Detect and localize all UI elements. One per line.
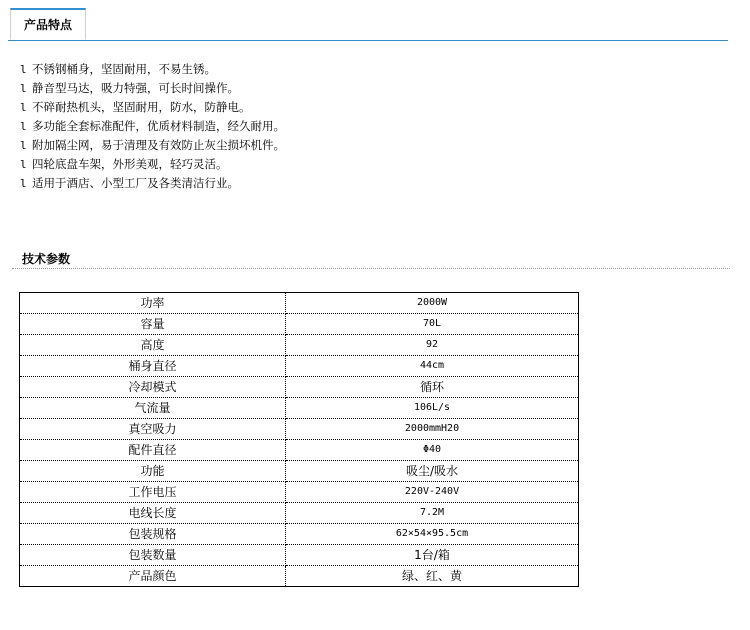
bullet-marker: l xyxy=(20,158,27,171)
table-row xyxy=(20,356,579,377)
spec-label: 气流量 xyxy=(20,398,286,419)
bullet-marker: l xyxy=(20,139,27,152)
spec-label: 功能 xyxy=(20,461,286,482)
specs-table xyxy=(19,292,579,587)
section-divider xyxy=(12,268,730,269)
feature-text: 附加隔尘网，易于清理及有效防止灰尘损坏机件。 xyxy=(32,138,285,152)
table-row xyxy=(20,419,579,440)
list-item xyxy=(20,174,285,193)
spec-value: 44cm xyxy=(286,356,579,377)
spec-label: 包装数量 xyxy=(20,545,286,566)
table-row xyxy=(20,398,579,419)
spec-label: 桶身直径 xyxy=(20,356,286,377)
table-row xyxy=(20,314,579,335)
spec-value: 70L xyxy=(286,314,579,335)
feature-text: 不锈钢桶身，坚固耐用，不易生锈。 xyxy=(32,62,216,76)
spec-value: 吸尘/吸水 xyxy=(286,461,579,482)
spec-value: 220V-240V xyxy=(286,482,579,503)
spec-label: 容量 xyxy=(20,314,286,335)
spec-label: 配件直径 xyxy=(20,440,286,461)
bullet-marker: l xyxy=(20,177,27,190)
feature-text: 四轮底盘车架，外形美观，轻巧灵活。 xyxy=(32,157,228,171)
spec-value: 2000W xyxy=(286,293,579,314)
spec-label: 产品颜色 xyxy=(20,566,286,587)
table-row xyxy=(20,566,579,587)
spec-label: 冷却模式 xyxy=(20,377,286,398)
feature-text: 静音型马达，吸力特强，可长时间操作。 xyxy=(32,81,239,95)
list-item xyxy=(20,136,285,155)
feature-text: 适用于酒店、小型工厂及各类清洁行业。 xyxy=(32,176,239,190)
table-row xyxy=(20,545,579,566)
spec-label: 包装规格 xyxy=(20,524,286,545)
list-item xyxy=(20,117,285,136)
bullet-marker: l xyxy=(20,82,27,95)
table-row xyxy=(20,293,579,314)
spec-value: 106L/s xyxy=(286,398,579,419)
spec-value: 62×54×95.5cm xyxy=(286,524,579,545)
bullet-marker: l xyxy=(20,63,27,76)
spec-value: 循环 xyxy=(286,377,579,398)
table-row xyxy=(20,377,579,398)
table-row xyxy=(20,503,579,524)
table-row xyxy=(20,461,579,482)
list-item xyxy=(20,155,285,174)
table-row xyxy=(20,335,579,356)
spec-label: 真空吸力 xyxy=(20,419,286,440)
spec-label: 功率 xyxy=(20,293,286,314)
table-row xyxy=(20,440,579,461)
spec-value: 2000mmH20 xyxy=(286,419,579,440)
table-row xyxy=(20,524,579,545)
feature-text: 多功能全套标准配件，优质材料制造，经久耐用。 xyxy=(32,119,285,133)
tab-bar xyxy=(8,8,728,41)
feature-list xyxy=(20,60,285,193)
bullet-marker: l xyxy=(20,120,27,133)
tab-product-features[interactable]: 产品特点 xyxy=(10,8,86,40)
spec-label: 电线长度 xyxy=(20,503,286,524)
feature-text: 不碎耐热机头，坚固耐用，防水，防静电。 xyxy=(32,100,251,114)
bullet-marker: l xyxy=(20,101,27,114)
specs-heading: 技术参数 xyxy=(22,252,71,266)
list-item xyxy=(20,79,285,98)
spec-value: 92 xyxy=(286,335,579,356)
list-item xyxy=(20,60,285,79)
spec-value: 1台/箱 xyxy=(286,545,579,566)
spec-label: 工作电压 xyxy=(20,482,286,503)
table-row xyxy=(20,482,579,503)
spec-value: Φ40 xyxy=(286,440,579,461)
spec-label: 高度 xyxy=(20,335,286,356)
spec-value: 绿、红、黄 xyxy=(286,566,579,587)
spec-value: 7.2M xyxy=(286,503,579,524)
list-item xyxy=(20,98,285,117)
